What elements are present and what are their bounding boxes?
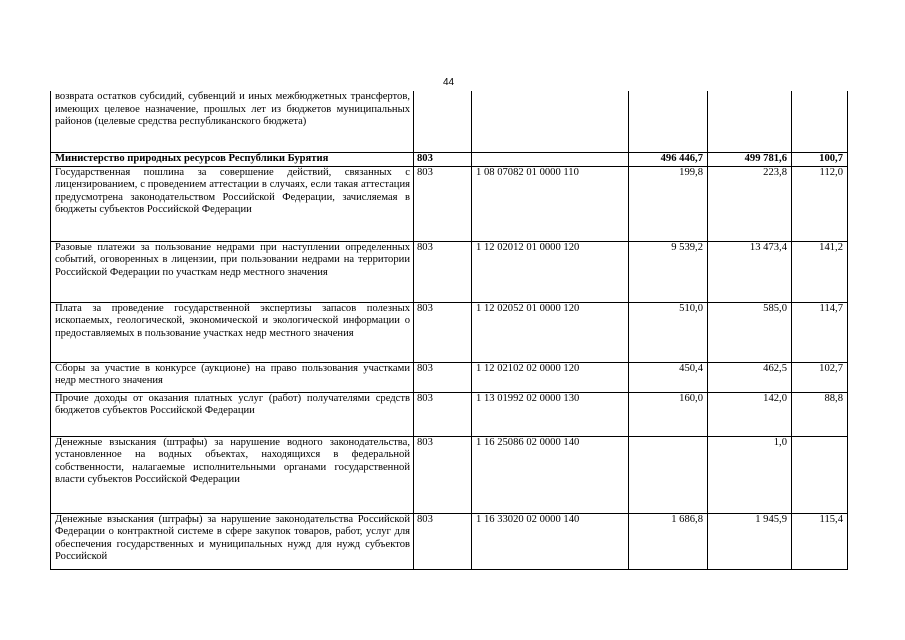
row-plan <box>629 91 708 152</box>
row-fact <box>708 91 792 152</box>
row-percent: 112,0 <box>792 166 848 241</box>
row-kbk <box>472 152 629 166</box>
row-plan: 510,0 <box>629 302 708 362</box>
row-kbk: 1 12 02102 02 0000 120 <box>472 362 629 392</box>
table-row <box>51 362 848 392</box>
row-fact: 13 473,4 <box>708 241 792 302</box>
row-kbk: 1 12 02012 01 0000 120 <box>472 241 629 302</box>
row-percent: 102,7 <box>792 362 848 392</box>
table-row <box>51 91 848 152</box>
row-chapter: 803 <box>414 362 472 392</box>
row-plan: 1 686,8 <box>629 513 708 569</box>
row-description: Плата за проведение государственной экспертизы запасов полезных ископаемых, геологической, экономической и экологической информации о предоставляемых в пользование участках недр местного значения <box>51 302 414 362</box>
table-row <box>51 392 848 436</box>
row-chapter: 803 <box>414 166 472 241</box>
row-kbk: 1 13 01992 02 0000 130 <box>472 392 629 436</box>
row-description: Сборы за участие в конкурсе (аукционе) на право пользования участками недр местного значения <box>51 362 414 392</box>
table-row <box>51 241 848 302</box>
table-row <box>51 302 848 362</box>
row-kbk: 1 16 33020 02 0000 140 <box>472 513 629 569</box>
row-plan: 199,8 <box>629 166 708 241</box>
row-description: Государственная пошлина за совершение действий, связанных с лицензированием, с проведением аттестации в случаях, если такая аттестация предусмотрена законодательством Российской Федерации, зачисляемая в бюджеты субъектов Российской Федерации <box>51 166 414 241</box>
table-row <box>51 513 848 569</box>
row-description: возврата остатков субсидий, субвенций и иных межбюджетных трансфертов, имеющих целевое назначение, прошлых лет из бюджетов муниципальных районов (целевые средства республиканского бюджета) <box>51 91 414 152</box>
row-plan: 496 446,7 <box>629 152 708 166</box>
row-percent: 141,2 <box>792 241 848 302</box>
table-row <box>51 436 848 513</box>
row-percent: 115,4 <box>792 513 848 569</box>
row-fact: 499 781,6 <box>708 152 792 166</box>
row-percent <box>792 436 848 513</box>
row-kbk: 1 12 02052 01 0000 120 <box>472 302 629 362</box>
row-plan: 160,0 <box>629 392 708 436</box>
row-chapter: 803 <box>414 241 472 302</box>
row-percent: 100,7 <box>792 152 848 166</box>
row-description: Денежные взыскания (штрафы) за нарушение водного законодательства, установленное на водных объектах, находящихся в федеральной собственности, налагаемые исполнительными органами государственной власти субъектов Российской Федерации <box>51 436 414 513</box>
row-fact: 142,0 <box>708 392 792 436</box>
row-plan: 450,4 <box>629 362 708 392</box>
row-percent: 88,8 <box>792 392 848 436</box>
table-row <box>51 152 848 166</box>
row-percent <box>792 91 848 152</box>
row-chapter: 803 <box>414 152 472 166</box>
row-plan <box>629 436 708 513</box>
row-fact: 1 945,9 <box>708 513 792 569</box>
table-row <box>51 166 848 241</box>
row-description: Разовые платежи за пользование недрами при наступлении определенных событий, оговоренных в лицензии, при пользовании недрами на территории Российской Федерации по участкам недр местного значения <box>51 241 414 302</box>
row-kbk: 1 16 25086 02 0000 140 <box>472 436 629 513</box>
row-fact: 223,8 <box>708 166 792 241</box>
row-percent: 114,7 <box>792 302 848 362</box>
row-fact: 462,5 <box>708 362 792 392</box>
revenue-table <box>50 91 848 570</box>
row-fact: 1,0 <box>708 436 792 513</box>
row-description: Прочие доходы от оказания платных услуг (работ) получателями средств бюджетов субъектов Российской Федерации <box>51 392 414 436</box>
row-kbk: 1 08 07082 01 0000 110 <box>472 166 629 241</box>
row-chapter: 803 <box>414 302 472 362</box>
row-plan: 9 539,2 <box>629 241 708 302</box>
row-kbk <box>472 91 629 152</box>
row-description: Министерство природных ресурсов Республики Бурятия <box>51 152 414 166</box>
row-chapter: 803 <box>414 436 472 513</box>
row-chapter: 803 <box>414 392 472 436</box>
page-number: 44 <box>443 77 455 88</box>
row-chapter <box>414 91 472 152</box>
row-chapter: 803 <box>414 513 472 569</box>
row-fact: 585,0 <box>708 302 792 362</box>
row-description: Денежные взыскания (штрафы) за нарушение законодательства Российской Федерации о контрактной системе в сфере закупок товаров, работ, услуг для обеспечения государственных и муниципальных нужд для нужд субъектов Российской <box>51 513 414 569</box>
